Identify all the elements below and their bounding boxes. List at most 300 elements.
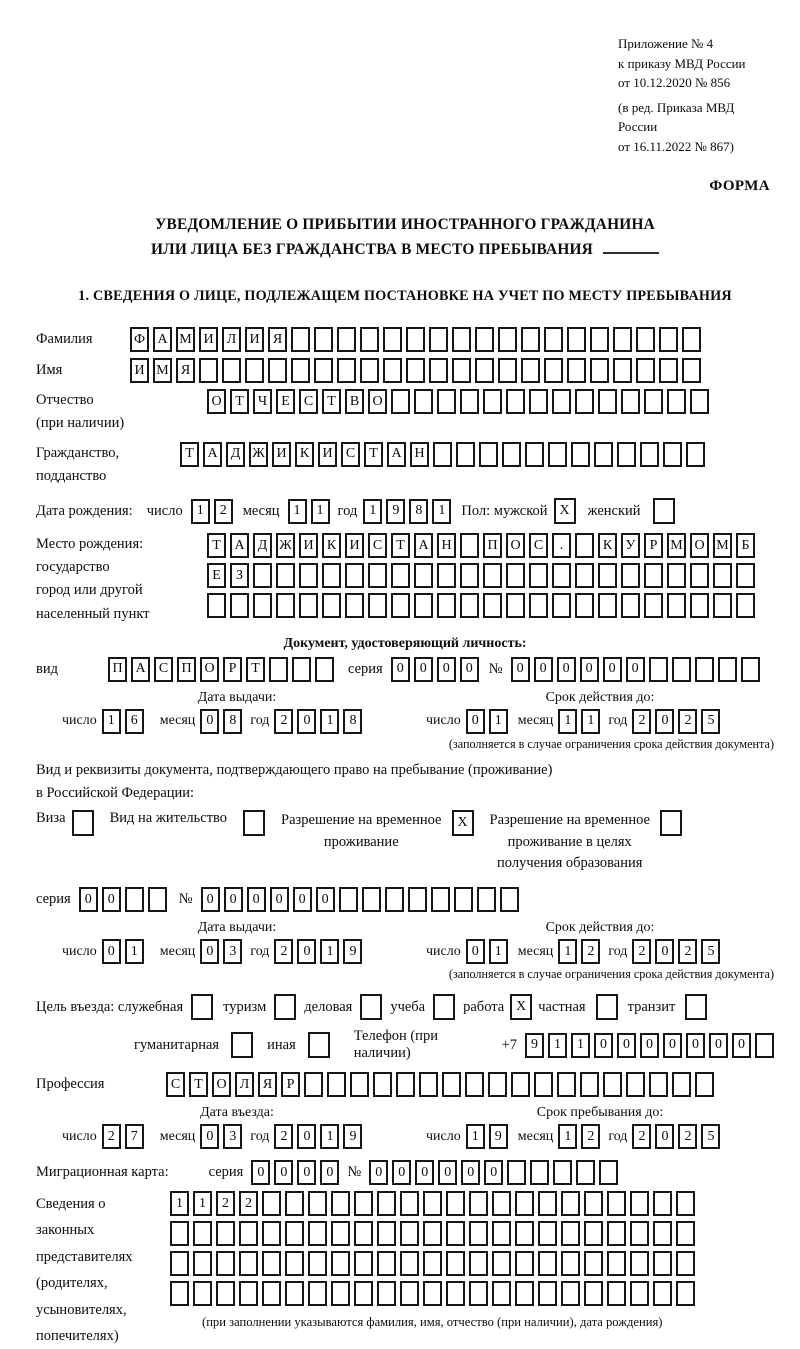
form-cell[interactable]: С: [154, 657, 173, 682]
form-cell[interactable]: П: [108, 657, 127, 682]
form-cell[interactable]: [571, 442, 590, 467]
form-cell[interactable]: [331, 1191, 350, 1216]
form-cell[interactable]: [446, 1281, 465, 1306]
form-cell[interactable]: [500, 887, 519, 912]
form-cell[interactable]: [170, 1281, 189, 1306]
form-cell[interactable]: 1: [320, 1124, 339, 1149]
form-cell[interactable]: [682, 358, 701, 383]
form-cell[interactable]: [529, 389, 548, 414]
form-cell[interactable]: [262, 1281, 281, 1306]
form-cell[interactable]: 1: [320, 939, 339, 964]
form-cell[interactable]: [483, 389, 502, 414]
form-cell[interactable]: [667, 389, 686, 414]
form-cell[interactable]: 3: [223, 1124, 242, 1149]
form-cell[interactable]: 0: [102, 887, 121, 912]
form-cell[interactable]: [429, 327, 448, 352]
form-cell[interactable]: А: [387, 442, 406, 467]
form-cell[interactable]: Р: [281, 1072, 300, 1097]
form-cell[interactable]: [292, 657, 311, 682]
form-cell[interactable]: Л: [222, 327, 241, 352]
form-cell[interactable]: X: [554, 498, 576, 524]
form-cell[interactable]: 2: [632, 709, 651, 734]
form-cell[interactable]: Ж: [249, 442, 268, 467]
form-cell[interactable]: [626, 1072, 645, 1097]
form-cell[interactable]: [640, 442, 659, 467]
form-cell[interactable]: [414, 389, 433, 414]
form-cell[interactable]: А: [414, 533, 433, 558]
form-cell[interactable]: [607, 1251, 626, 1276]
form-cell[interactable]: О: [690, 533, 709, 558]
form-cell[interactable]: 0: [466, 709, 485, 734]
form-cell[interactable]: [429, 358, 448, 383]
form-cell[interactable]: [636, 358, 655, 383]
form-cell[interactable]: Н: [437, 533, 456, 558]
form-cell[interactable]: 7: [125, 1124, 144, 1149]
form-cell[interactable]: 1: [320, 709, 339, 734]
form-cell[interactable]: [741, 657, 760, 682]
form-cell[interactable]: [308, 1032, 330, 1058]
form-cell[interactable]: [498, 358, 517, 383]
form-cell[interactable]: [322, 563, 341, 588]
form-cell[interactable]: [667, 593, 686, 618]
form-cell[interactable]: [262, 1251, 281, 1276]
form-cell[interactable]: [515, 1251, 534, 1276]
form-cell[interactable]: [690, 389, 709, 414]
form-cell[interactable]: 0: [200, 1124, 219, 1149]
form-cell[interactable]: [216, 1221, 235, 1246]
form-cell[interactable]: [667, 563, 686, 588]
form-cell[interactable]: [544, 327, 563, 352]
form-cell[interactable]: [567, 327, 586, 352]
form-cell[interactable]: О: [212, 1072, 231, 1097]
form-cell[interactable]: О: [506, 533, 525, 558]
form-cell[interactable]: [285, 1281, 304, 1306]
form-cell[interactable]: 1: [466, 1124, 485, 1149]
form-cell[interactable]: [736, 593, 755, 618]
form-cell[interactable]: Ж: [276, 533, 295, 558]
form-cell[interactable]: 8: [223, 709, 242, 734]
form-cell[interactable]: 2: [581, 939, 600, 964]
form-cell[interactable]: 0: [392, 1160, 411, 1185]
form-cell[interactable]: Р: [644, 533, 663, 558]
form-cell[interactable]: [431, 887, 450, 912]
form-cell[interactable]: [460, 533, 479, 558]
form-cell[interactable]: [253, 563, 272, 588]
form-cell[interactable]: Т: [180, 442, 199, 467]
form-cell[interactable]: А: [230, 533, 249, 558]
form-cell[interactable]: [475, 358, 494, 383]
form-cell[interactable]: [630, 1191, 649, 1216]
form-cell[interactable]: [400, 1191, 419, 1216]
form-cell[interactable]: [594, 442, 613, 467]
form-cell[interactable]: [599, 1160, 618, 1185]
form-cell[interactable]: [598, 389, 617, 414]
form-cell[interactable]: [269, 657, 288, 682]
form-cell[interactable]: [193, 1281, 212, 1306]
form-cell[interactable]: [350, 1072, 369, 1097]
form-cell[interactable]: [308, 1281, 327, 1306]
form-cell[interactable]: [456, 442, 475, 467]
form-cell[interactable]: П: [177, 657, 196, 682]
form-cell[interactable]: [299, 563, 318, 588]
form-cell[interactable]: Р: [223, 657, 242, 682]
form-cell[interactable]: [613, 327, 632, 352]
form-cell[interactable]: [529, 563, 548, 588]
form-cell[interactable]: 1: [548, 1033, 567, 1058]
form-cell[interactable]: [230, 593, 249, 618]
form-cell[interactable]: 8: [409, 499, 428, 524]
form-cell[interactable]: [373, 1072, 392, 1097]
form-cell[interactable]: [276, 563, 295, 588]
form-cell[interactable]: [360, 358, 379, 383]
form-cell[interactable]: 8: [343, 709, 362, 734]
form-cell[interactable]: [596, 994, 618, 1020]
form-cell[interactable]: [653, 1221, 672, 1246]
form-cell[interactable]: С: [341, 442, 360, 467]
form-cell[interactable]: [538, 1191, 557, 1216]
form-cell[interactable]: [672, 657, 691, 682]
form-cell[interactable]: [469, 1281, 488, 1306]
form-cell[interactable]: 1: [432, 499, 451, 524]
form-cell[interactable]: [621, 389, 640, 414]
form-cell[interactable]: [433, 994, 455, 1020]
form-cell[interactable]: [331, 1251, 350, 1276]
form-cell[interactable]: 5: [701, 709, 720, 734]
form-cell[interactable]: 0: [484, 1160, 503, 1185]
form-cell[interactable]: С: [368, 533, 387, 558]
form-cell[interactable]: [649, 1072, 668, 1097]
form-cell[interactable]: [239, 1251, 258, 1276]
form-cell[interactable]: [285, 1251, 304, 1276]
form-cell[interactable]: [327, 1072, 346, 1097]
form-cell[interactable]: 0: [369, 1160, 388, 1185]
form-cell[interactable]: [676, 1191, 695, 1216]
form-cell[interactable]: [659, 327, 678, 352]
form-cell[interactable]: [170, 1251, 189, 1276]
form-cell[interactable]: 0: [414, 657, 433, 682]
form-cell[interactable]: 0: [594, 1033, 613, 1058]
form-cell[interactable]: 0: [626, 657, 645, 682]
form-cell[interactable]: [337, 327, 356, 352]
form-cell[interactable]: О: [200, 657, 219, 682]
form-cell[interactable]: 2: [678, 939, 697, 964]
form-cell[interactable]: [400, 1251, 419, 1276]
form-cell[interactable]: 0: [557, 657, 576, 682]
form-cell[interactable]: [314, 358, 333, 383]
form-cell[interactable]: [276, 593, 295, 618]
form-cell[interactable]: [502, 442, 521, 467]
form-cell[interactable]: [515, 1191, 534, 1216]
form-cell[interactable]: 0: [466, 939, 485, 964]
form-cell[interactable]: 5: [701, 939, 720, 964]
form-cell[interactable]: [460, 593, 479, 618]
form-cell[interactable]: [285, 1191, 304, 1216]
form-cell[interactable]: 0: [270, 887, 289, 912]
form-cell[interactable]: 0: [224, 887, 243, 912]
form-cell[interactable]: [368, 593, 387, 618]
form-cell[interactable]: [304, 1072, 323, 1097]
form-cell[interactable]: [575, 533, 594, 558]
form-cell[interactable]: [713, 593, 732, 618]
form-cell[interactable]: 0: [437, 657, 456, 682]
form-cell[interactable]: [483, 563, 502, 588]
form-cell[interactable]: [521, 327, 540, 352]
form-cell[interactable]: 0: [617, 1033, 636, 1058]
form-cell[interactable]: [170, 1221, 189, 1246]
form-cell[interactable]: [193, 1221, 212, 1246]
form-cell[interactable]: 9: [343, 939, 362, 964]
form-cell[interactable]: [607, 1191, 626, 1216]
form-cell[interactable]: [690, 593, 709, 618]
form-cell[interactable]: [454, 887, 473, 912]
form-cell[interactable]: [598, 593, 617, 618]
form-cell[interactable]: 0: [603, 657, 622, 682]
form-cell[interactable]: [653, 498, 675, 524]
form-cell[interactable]: Ф: [130, 327, 149, 352]
form-cell[interactable]: 1: [311, 499, 330, 524]
form-cell[interactable]: О: [368, 389, 387, 414]
form-cell[interactable]: [630, 1221, 649, 1246]
form-cell[interactable]: 1: [191, 499, 210, 524]
form-cell[interactable]: И: [299, 533, 318, 558]
form-cell[interactable]: [465, 1072, 484, 1097]
form-cell[interactable]: 1: [581, 709, 600, 734]
form-cell[interactable]: 1: [558, 1124, 577, 1149]
form-cell[interactable]: [580, 1072, 599, 1097]
form-cell[interactable]: 6: [125, 709, 144, 734]
form-cell[interactable]: С: [166, 1072, 185, 1097]
form-cell[interactable]: [377, 1251, 396, 1276]
form-cell[interactable]: 0: [297, 1160, 316, 1185]
form-cell[interactable]: [423, 1281, 442, 1306]
form-cell[interactable]: X: [510, 994, 532, 1020]
form-cell[interactable]: 0: [580, 657, 599, 682]
form-cell[interactable]: [511, 1072, 530, 1097]
form-cell[interactable]: [553, 1160, 572, 1185]
form-cell[interactable]: [682, 327, 701, 352]
form-cell[interactable]: [314, 327, 333, 352]
form-cell[interactable]: [538, 1281, 557, 1306]
form-cell[interactable]: Т: [322, 389, 341, 414]
form-cell[interactable]: [653, 1281, 672, 1306]
form-cell[interactable]: [446, 1221, 465, 1246]
form-cell[interactable]: [274, 994, 296, 1020]
form-cell[interactable]: [354, 1281, 373, 1306]
form-cell[interactable]: [557, 1072, 576, 1097]
form-cell[interactable]: [607, 1281, 626, 1306]
form-cell[interactable]: [506, 389, 525, 414]
form-cell[interactable]: И: [345, 533, 364, 558]
form-cell[interactable]: [653, 1191, 672, 1216]
form-cell[interactable]: [452, 327, 471, 352]
form-cell[interactable]: [477, 887, 496, 912]
form-cell[interactable]: М: [713, 533, 732, 558]
form-cell[interactable]: З: [230, 563, 249, 588]
form-cell[interactable]: [345, 593, 364, 618]
form-cell[interactable]: 0: [201, 887, 220, 912]
form-cell[interactable]: [268, 358, 287, 383]
form-cell[interactable]: 0: [438, 1160, 457, 1185]
form-cell[interactable]: 1: [170, 1191, 189, 1216]
form-cell[interactable]: [125, 887, 144, 912]
form-cell[interactable]: [239, 1281, 258, 1306]
form-cell[interactable]: 0: [732, 1033, 751, 1058]
form-cell[interactable]: 2: [581, 1124, 600, 1149]
form-cell[interactable]: 0: [200, 709, 219, 734]
form-cell[interactable]: [354, 1251, 373, 1276]
form-cell[interactable]: 2: [632, 939, 651, 964]
form-cell[interactable]: [243, 810, 265, 836]
form-cell[interactable]: М: [667, 533, 686, 558]
form-cell[interactable]: Т: [246, 657, 265, 682]
form-cell[interactable]: 0: [297, 709, 316, 734]
form-cell[interactable]: [377, 1281, 396, 1306]
form-cell[interactable]: [469, 1251, 488, 1276]
form-cell[interactable]: 3: [223, 939, 242, 964]
form-cell[interactable]: 2: [678, 709, 697, 734]
form-cell[interactable]: [479, 442, 498, 467]
form-cell[interactable]: [653, 1251, 672, 1276]
form-cell[interactable]: [755, 1033, 774, 1058]
form-cell[interactable]: [391, 389, 410, 414]
form-cell[interactable]: [676, 1281, 695, 1306]
form-cell[interactable]: Т: [230, 389, 249, 414]
form-cell[interactable]: [598, 563, 617, 588]
form-cell[interactable]: [262, 1191, 281, 1216]
form-cell[interactable]: [552, 563, 571, 588]
form-cell[interactable]: О: [207, 389, 226, 414]
form-cell[interactable]: [613, 358, 632, 383]
form-cell[interactable]: [530, 1160, 549, 1185]
form-cell[interactable]: 9: [489, 1124, 508, 1149]
form-cell[interactable]: [469, 1221, 488, 1246]
form-cell[interactable]: Д: [253, 533, 272, 558]
form-cell[interactable]: [414, 593, 433, 618]
form-cell[interactable]: Т: [207, 533, 226, 558]
form-cell[interactable]: [630, 1281, 649, 1306]
form-cell[interactable]: [492, 1191, 511, 1216]
form-cell[interactable]: [222, 358, 241, 383]
form-cell[interactable]: П: [483, 533, 502, 558]
form-cell[interactable]: Н: [410, 442, 429, 467]
form-cell[interactable]: М: [176, 327, 195, 352]
form-cell[interactable]: [231, 1032, 253, 1058]
form-cell[interactable]: 9: [386, 499, 405, 524]
form-cell[interactable]: 0: [247, 887, 266, 912]
form-cell[interactable]: С: [529, 533, 548, 558]
form-cell[interactable]: М: [153, 358, 172, 383]
form-cell[interactable]: [492, 1221, 511, 1246]
form-cell[interactable]: Е: [207, 563, 226, 588]
form-cell[interactable]: И: [130, 358, 149, 383]
form-cell[interactable]: [191, 994, 213, 1020]
form-cell[interactable]: 2: [102, 1124, 121, 1149]
form-cell[interactable]: [663, 442, 682, 467]
form-cell[interactable]: [299, 593, 318, 618]
form-cell[interactable]: [460, 389, 479, 414]
form-cell[interactable]: [498, 327, 517, 352]
form-cell[interactable]: [576, 1160, 595, 1185]
form-cell[interactable]: К: [322, 533, 341, 558]
form-cell[interactable]: [695, 1072, 714, 1097]
form-cell[interactable]: 0: [320, 1160, 339, 1185]
form-cell[interactable]: [452, 358, 471, 383]
form-cell[interactable]: [567, 358, 586, 383]
form-cell[interactable]: [354, 1191, 373, 1216]
form-cell[interactable]: 1: [558, 939, 577, 964]
form-cell[interactable]: 0: [655, 709, 674, 734]
form-cell[interactable]: [483, 593, 502, 618]
form-cell[interactable]: Я: [258, 1072, 277, 1097]
form-cell[interactable]: 5: [701, 1124, 720, 1149]
form-cell[interactable]: [400, 1281, 419, 1306]
form-cell[interactable]: 1: [288, 499, 307, 524]
form-cell[interactable]: 0: [709, 1033, 728, 1058]
form-cell[interactable]: 0: [297, 1124, 316, 1149]
form-cell[interactable]: 0: [79, 887, 98, 912]
form-cell[interactable]: [644, 563, 663, 588]
form-cell[interactable]: [686, 442, 705, 467]
form-cell[interactable]: [216, 1251, 235, 1276]
form-cell[interactable]: [360, 327, 379, 352]
form-cell[interactable]: [385, 887, 404, 912]
form-cell[interactable]: [561, 1281, 580, 1306]
form-cell[interactable]: [475, 327, 494, 352]
form-cell[interactable]: [442, 1072, 461, 1097]
form-cell[interactable]: Т: [189, 1072, 208, 1097]
form-cell[interactable]: Ч: [253, 389, 272, 414]
form-cell[interactable]: [649, 657, 668, 682]
form-cell[interactable]: 9: [525, 1033, 544, 1058]
form-cell[interactable]: И: [318, 442, 337, 467]
form-cell[interactable]: 0: [316, 887, 335, 912]
form-cell[interactable]: [400, 1221, 419, 1246]
form-cell[interactable]: [515, 1221, 534, 1246]
form-cell[interactable]: 2: [214, 499, 233, 524]
form-cell[interactable]: [391, 593, 410, 618]
form-cell[interactable]: 0: [415, 1160, 434, 1185]
form-cell[interactable]: [383, 327, 402, 352]
form-cell[interactable]: [72, 810, 94, 836]
form-cell[interactable]: [507, 1160, 526, 1185]
form-cell[interactable]: Д: [226, 442, 245, 467]
form-cell[interactable]: [433, 442, 452, 467]
form-cell[interactable]: 2: [678, 1124, 697, 1149]
form-cell[interactable]: [561, 1191, 580, 1216]
form-cell[interactable]: И: [272, 442, 291, 467]
form-cell[interactable]: [644, 389, 663, 414]
form-cell[interactable]: [492, 1281, 511, 1306]
form-cell[interactable]: Л: [235, 1072, 254, 1097]
form-cell[interactable]: [515, 1281, 534, 1306]
form-cell[interactable]: К: [295, 442, 314, 467]
form-cell[interactable]: 2: [216, 1191, 235, 1216]
form-cell[interactable]: [419, 1072, 438, 1097]
form-cell[interactable]: [446, 1251, 465, 1276]
form-cell[interactable]: [207, 593, 226, 618]
form-cell[interactable]: В: [345, 389, 364, 414]
form-cell[interactable]: [308, 1251, 327, 1276]
form-cell[interactable]: [644, 593, 663, 618]
form-cell[interactable]: [322, 593, 341, 618]
form-cell[interactable]: 0: [297, 939, 316, 964]
form-cell[interactable]: 0: [640, 1033, 659, 1058]
form-cell[interactable]: 2: [632, 1124, 651, 1149]
form-cell[interactable]: [672, 1072, 691, 1097]
form-cell[interactable]: 1: [489, 709, 508, 734]
form-cell[interactable]: Я: [268, 327, 287, 352]
form-cell[interactable]: [488, 1072, 507, 1097]
